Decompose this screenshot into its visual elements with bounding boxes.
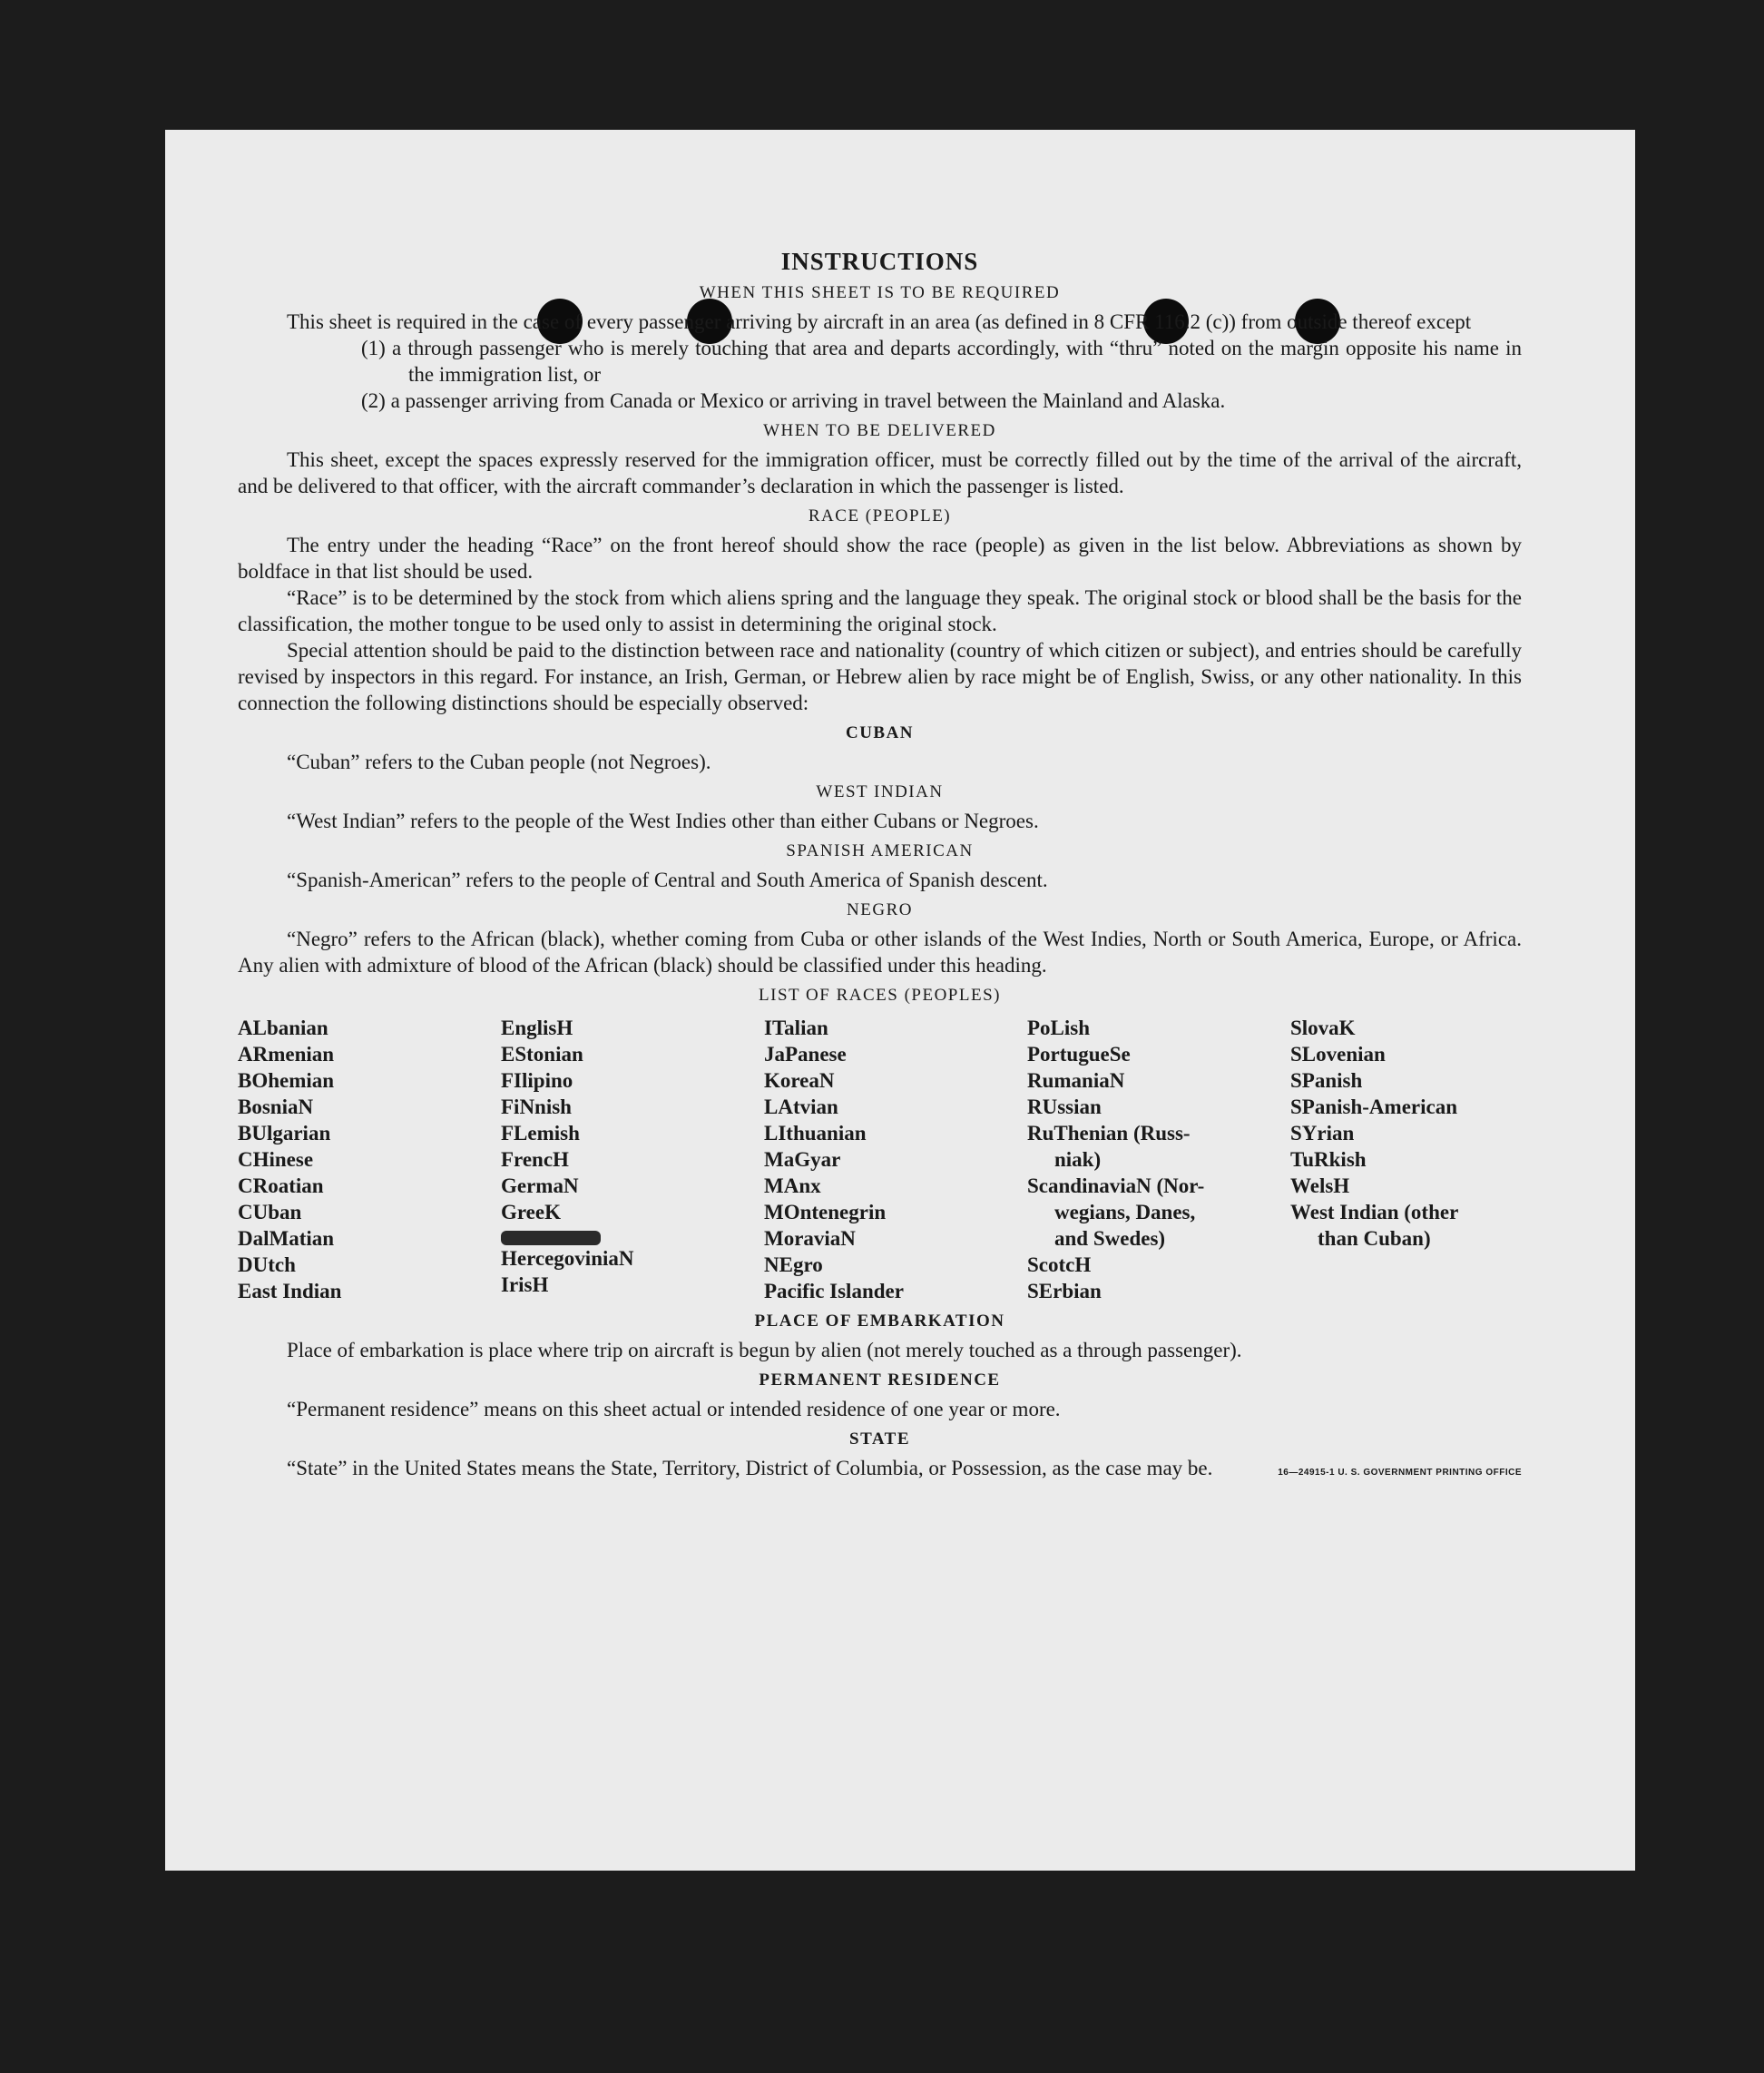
section-heading-list-of-races: LIST OF RACES (PEOPLES) <box>759 986 1001 1005</box>
race-paragraph-3: Special attention should be paid to the distinction between race and nationality (country of which citizen or subject), and entries should be carefully revised by inspectors in this regard. For instance, an Irish, German, or Hebrew alien by race might be of English, Swiss, or any other nationality. In this connection the following distinctions should be especially observed: <box>238 639 1522 714</box>
race-list <box>238 1015 1522 1304</box>
required-item-2: (2) a passenger arriving from Canada or Mexico or arriving in travel between the Mainland and Alaska. <box>361 389 1226 412</box>
race-item: FiNnish <box>501 1095 572 1118</box>
race-item: SLovenian <box>1290 1043 1386 1066</box>
race-item: MOntenegrin <box>764 1201 887 1223</box>
race-item: IrisH <box>501 1273 549 1296</box>
state-text: “State” in the United States means the State, Territory, District of Columbia, or Possession, as the case may be. <box>287 1457 1213 1479</box>
race-item: FLemish <box>501 1122 580 1145</box>
page-title: INSTRUCTIONS <box>780 248 979 275</box>
race-item: ITalian <box>764 1017 828 1039</box>
race-item: ScandinaviaN (Nor- <box>1027 1174 1205 1197</box>
race-column-1 <box>238 1015 501 1304</box>
race-item: SPanish-American <box>1290 1095 1457 1118</box>
section-heading-required: WHEN THIS SHEET IS TO BE REQUIRED <box>699 283 1061 302</box>
race-item: MaGyar <box>764 1148 841 1171</box>
residence-text: “Permanent residence” means on this sheet actual or intended residence of one year or more. <box>287 1398 1061 1420</box>
race-item: FrencH <box>501 1148 569 1171</box>
race-item: PortugueSe <box>1027 1043 1131 1066</box>
race-item: SlovaK <box>1290 1017 1356 1039</box>
race-column-5 <box>1290 1015 1553 1304</box>
race-item: RuThenian (Russ- <box>1027 1122 1191 1145</box>
section-heading-embarkation: PLACE OF EMBARKATION <box>754 1312 1005 1331</box>
race-paragraph-2: “Race” is to be determined by the stock from which aliens spring and the language they speak. The original stock or blood shall be the basis for the classification, the mother tongue to be used only to assist in determining the original stock. <box>238 586 1522 635</box>
race-item: West Indian (other <box>1290 1201 1459 1223</box>
race-paragraph-1: The entry under the heading “Race” on the front hereof should show the race (people) as given in the list below. Abbreviations as shown by boldface in that list should be used. <box>238 534 1522 583</box>
spanish-american-text: “Spanish-American” refers to the people of Central and South America of Spanish descent. <box>287 869 1048 891</box>
race-item: EnglisH <box>501 1017 573 1039</box>
state-block <box>238 1455 1522 1481</box>
west-indian-text: “West Indian” refers to the people of the West Indies other than either Cubans or Negroes. <box>287 810 1039 832</box>
race-item: EStonian <box>501 1043 583 1066</box>
delivered-text: This sheet, except the spaces expressly reserved for the immigration officer, must be correctly filled out by the time of the arrival of the aircraft, and be delivered to that officer, with the aircraft commander’s declaration in which the passenger is listed. <box>238 448 1522 497</box>
section-heading-west-indian: WEST INDIAN <box>816 782 944 801</box>
race-item: CHinese <box>238 1148 314 1171</box>
cuban-text: “Cuban” refers to the Cuban people (not Negroes). <box>287 751 711 773</box>
race-item: BOhemian <box>238 1069 335 1092</box>
race-item: RUssian <box>1027 1095 1102 1118</box>
race-item: FIlipino <box>501 1069 573 1092</box>
race-item: GreeK <box>501 1201 561 1223</box>
race-item: BUlgarian <box>238 1122 331 1145</box>
race-item: SYrian <box>1290 1122 1355 1145</box>
section-heading-residence: PERMANENT RESIDENCE <box>759 1371 1001 1390</box>
race-item: NEgro <box>764 1253 823 1276</box>
race-item: SPanish <box>1290 1069 1363 1092</box>
race-item: BosniaN <box>238 1095 314 1118</box>
document-sheet <box>165 130 1635 1871</box>
race-item: GermaN <box>501 1174 579 1197</box>
race-column-4 <box>1027 1015 1290 1304</box>
race-item: PoLish <box>1027 1017 1091 1039</box>
race-item: KoreaN <box>764 1069 835 1092</box>
race-item: CRoatian <box>238 1174 324 1197</box>
race-item: SErbian <box>1027 1280 1102 1302</box>
required-intro: This sheet is required in the case of every passenger arriving by aircraft in an area (as defined in 8 CFR 116.2 (c)) from outside thereof except <box>287 310 1472 333</box>
embarkation-text: Place of embarkation is place where trip on aircraft is begun by alien (not merely touched as a through passenger). <box>287 1339 1242 1361</box>
race-column-3 <box>764 1015 1027 1304</box>
section-heading-race: RACE (PEOPLE) <box>808 506 952 526</box>
section-heading-delivered: WHEN TO BE DELIVERED <box>763 421 996 440</box>
race-item: JaPanese <box>764 1043 847 1066</box>
section-heading-state: STATE <box>849 1429 910 1449</box>
race-item: TuRkish <box>1290 1148 1367 1171</box>
race-item: CUban <box>238 1201 302 1223</box>
race-item: MAnx <box>764 1174 821 1197</box>
race-item-continued: than Cuban) <box>1318 1227 1431 1250</box>
negro-text: “Negro” refers to the African (black), whether coming from Cuba or other islands of the West Indies, North or South America, Europe, or Africa. Any alien with admixture of blood of the African (black) should be classified under this heading. <box>238 928 1522 977</box>
section-heading-negro: NEGRO <box>847 900 913 919</box>
race-item: ARmenian <box>238 1043 335 1066</box>
section-heading-spanish-american: SPANISH AMERICAN <box>786 841 974 860</box>
section-heading-cuban: CUBAN <box>845 723 915 742</box>
race-item-struck-out <box>501 1231 764 1245</box>
race-item: MoraviaN <box>764 1227 856 1250</box>
document-content <box>238 248 1522 1481</box>
race-item: LAtvian <box>764 1095 838 1118</box>
race-item: WelsH <box>1290 1174 1350 1197</box>
race-item: DalMatian <box>238 1227 335 1250</box>
race-item: ALbanian <box>238 1017 328 1039</box>
race-item: ScotcH <box>1027 1253 1092 1276</box>
ink-strikeout <box>501 1231 601 1245</box>
race-item: East Indian <box>238 1280 342 1302</box>
race-item-continued: niak) <box>1054 1148 1102 1171</box>
race-item-continued: wegians, Danes, <box>1054 1201 1196 1223</box>
race-item: Pacific Islander <box>764 1280 904 1302</box>
race-item: DUtch <box>238 1253 296 1276</box>
printer-imprint: 16—24915-1 U. S. GOVERNMENT PRINTING OFFICE <box>1278 1468 1522 1478</box>
race-column-2 <box>501 1015 764 1304</box>
race-item-continued: and Swedes) <box>1054 1227 1166 1250</box>
required-item-1: (1) a through passenger who is merely touching that area and departs accordingly, with “thru” noted on the margin opposite his name in the immigration list, or <box>361 337 1522 386</box>
race-item: RumaniaN <box>1027 1069 1125 1092</box>
race-item: HercegoviniaN <box>501 1247 634 1270</box>
race-item: LIthuanian <box>764 1122 867 1145</box>
